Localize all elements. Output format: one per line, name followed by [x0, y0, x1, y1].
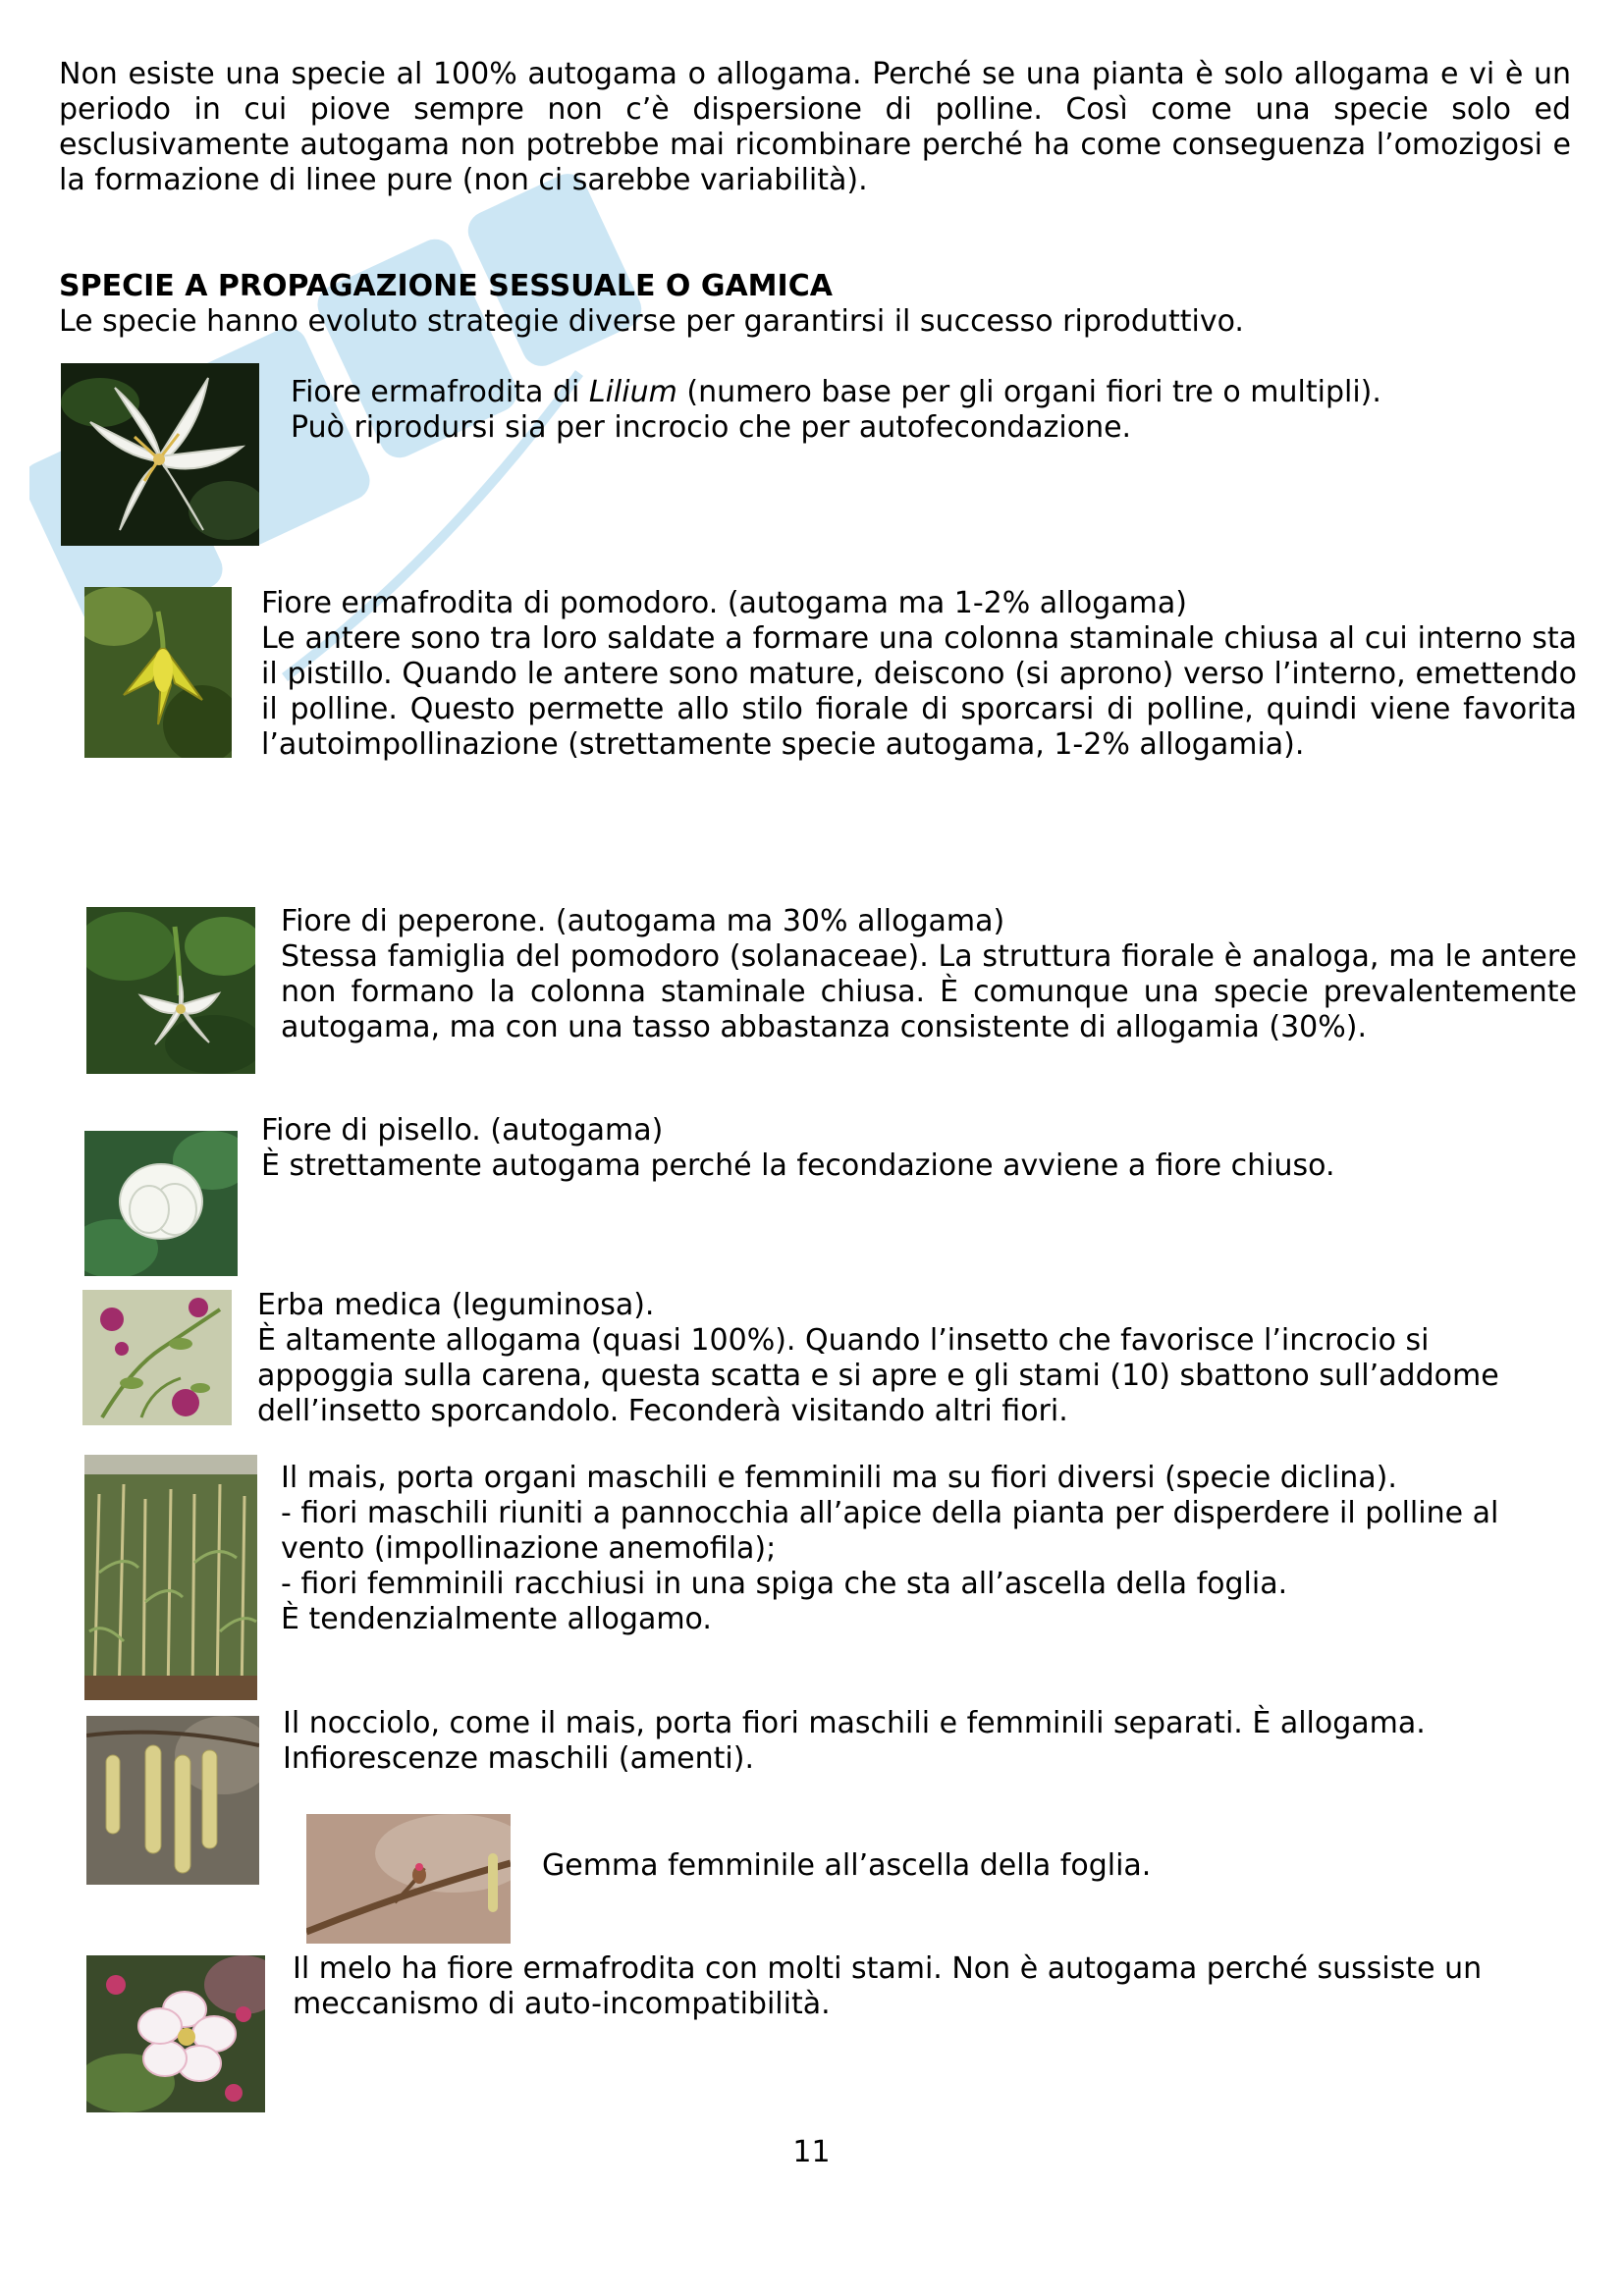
section-title: SPECIE A PROPAGAZIONE SESSUALE O GAMICA	[59, 269, 833, 303]
pea-caption-body: È strettamente autogama perché la fecondazione avviene a fiore chiuso.	[261, 1148, 1335, 1183]
hazel-female-bud-image	[306, 1814, 511, 1944]
apple-caption	[293, 1951, 1577, 2022]
pepper-caption-title: Fiore di peperone. (autogama ma 30% allogama)	[281, 904, 1005, 938]
apple-caption-line-1: Il melo ha fiore ermafrodita con molti stami. Non è autogama perché sussiste un	[293, 1951, 1483, 1986]
maize-caption-line-5: È tendenzialmente allogamo.	[281, 1602, 712, 1636]
alfalfa-caption-line-3: dell’insetto sporcandolo. Feconderà visitando altri fiori.	[257, 1394, 1068, 1428]
hazel-catkins-image	[86, 1716, 259, 1885]
maize-caption-line-2: - fiori maschili riuniti a pannocchia all’apice della pianta per disperdere il polline al	[281, 1496, 1499, 1530]
pea-flower-image	[84, 1131, 238, 1276]
hazel-caption	[283, 1706, 1577, 1777]
lilium-flower-image	[61, 363, 259, 546]
lilium-caption	[291, 375, 1577, 446]
lilium-caption-line-2: Può riprodursi sia per incrocio che per autofecondazione.	[291, 410, 1132, 445]
apple-caption-line-2: meccanismo di auto-incompatibilità.	[293, 1987, 831, 2021]
tomato-caption-title: Fiore ermafrodita di pomodoro. (autogama ma 1-2% allogama)	[261, 586, 1187, 620]
pea-caption	[261, 1113, 1577, 1184]
lilium-caption-line-1: Fiore ermafrodita di Lilium (numero base per gli organi fiori tre o multipli).	[291, 375, 1381, 409]
section-subtitle: Le specie hanno evoluto strategie diverse per garantirsi il successo riproduttivo.	[59, 304, 1244, 339]
maize-caption-line-1: Il mais, porta organi maschili e femminili ma su fiori diversi (specie diclina).	[281, 1461, 1397, 1495]
maize-caption-line-3: vento (impollinazione anemofila);	[281, 1531, 777, 1566]
alfalfa-caption-line-2: appoggia sulla carena, questa scatta e si apre e gli stami (10) sbattono sull’addome	[257, 1359, 1499, 1393]
hazel-caption-line-2: Infiorescenze maschili (amenti).	[283, 1741, 754, 1776]
hazel-caption-line-1: Il nocciolo, come il mais, porta fiori maschili e femminili separati. È allogama.	[283, 1706, 1426, 1740]
alfalfa-caption-title: Erba medica (leguminosa).	[257, 1288, 655, 1322]
alfalfa-flower-image	[82, 1290, 232, 1425]
hazel-female-bud-caption: Gemma femminile all’ascella della foglia.	[542, 1848, 1152, 1883]
pea-caption-title: Fiore di pisello. (autogama)	[261, 1113, 664, 1148]
tomato-flower-image	[84, 587, 232, 758]
alfalfa-caption	[257, 1288, 1577, 1429]
pepper-caption	[281, 904, 1577, 1045]
pepper-flower-image	[86, 907, 255, 1074]
page-number: 11	[792, 2135, 831, 2169]
tomato-caption	[261, 586, 1577, 763]
maize-caption-line-4: - fiori femminili racchiusi in una spiga che sta all’ascella della foglia.	[281, 1567, 1288, 1601]
pepper-caption-body: Stessa famiglia del pomodoro (solanaceae). La struttura fiorale è analoga, ma le antere non formano la colonna staminale chiusa. È comunque una specie prevalentemente autogama, ma con una tasso abbastanza consistente di allogamia (30%).	[281, 939, 1577, 1044]
intro-paragraph: Non esiste una specie al 100% autogama o allogama. Perché se una pianta è solo allogama e vi è un periodo in cui piove sempre non c’è dispersione di polline. Così come una specie solo ed esclusivamente autogama non potrebbe mai ricombinare perché ha come conseguenza l’omozigosi e la formazione di linee pure (non ci sarebbe variabilità).	[59, 57, 1571, 197]
maize-field-image	[84, 1455, 257, 1700]
maize-caption	[281, 1461, 1577, 1637]
alfalfa-caption-line-1: È altamente allogama (quasi 100%). Quando l’insetto che favorisce l’incrocio si	[257, 1323, 1430, 1358]
apple-blossom-image	[86, 1955, 265, 2112]
tomato-caption-body: Le antere sono tra loro saldate a formare una colonna staminale chiusa al cui interno sta il pistillo. Quando le antere sono mature, deiscono (si aprono) verso l’interno, emettendo il polline. Questo permette allo stilo fiorale di sporcarsi di polline, quindi viene favorita l’autoimpollinazione (strettamente specie autogama, 1-2% allogamia).	[261, 621, 1577, 762]
